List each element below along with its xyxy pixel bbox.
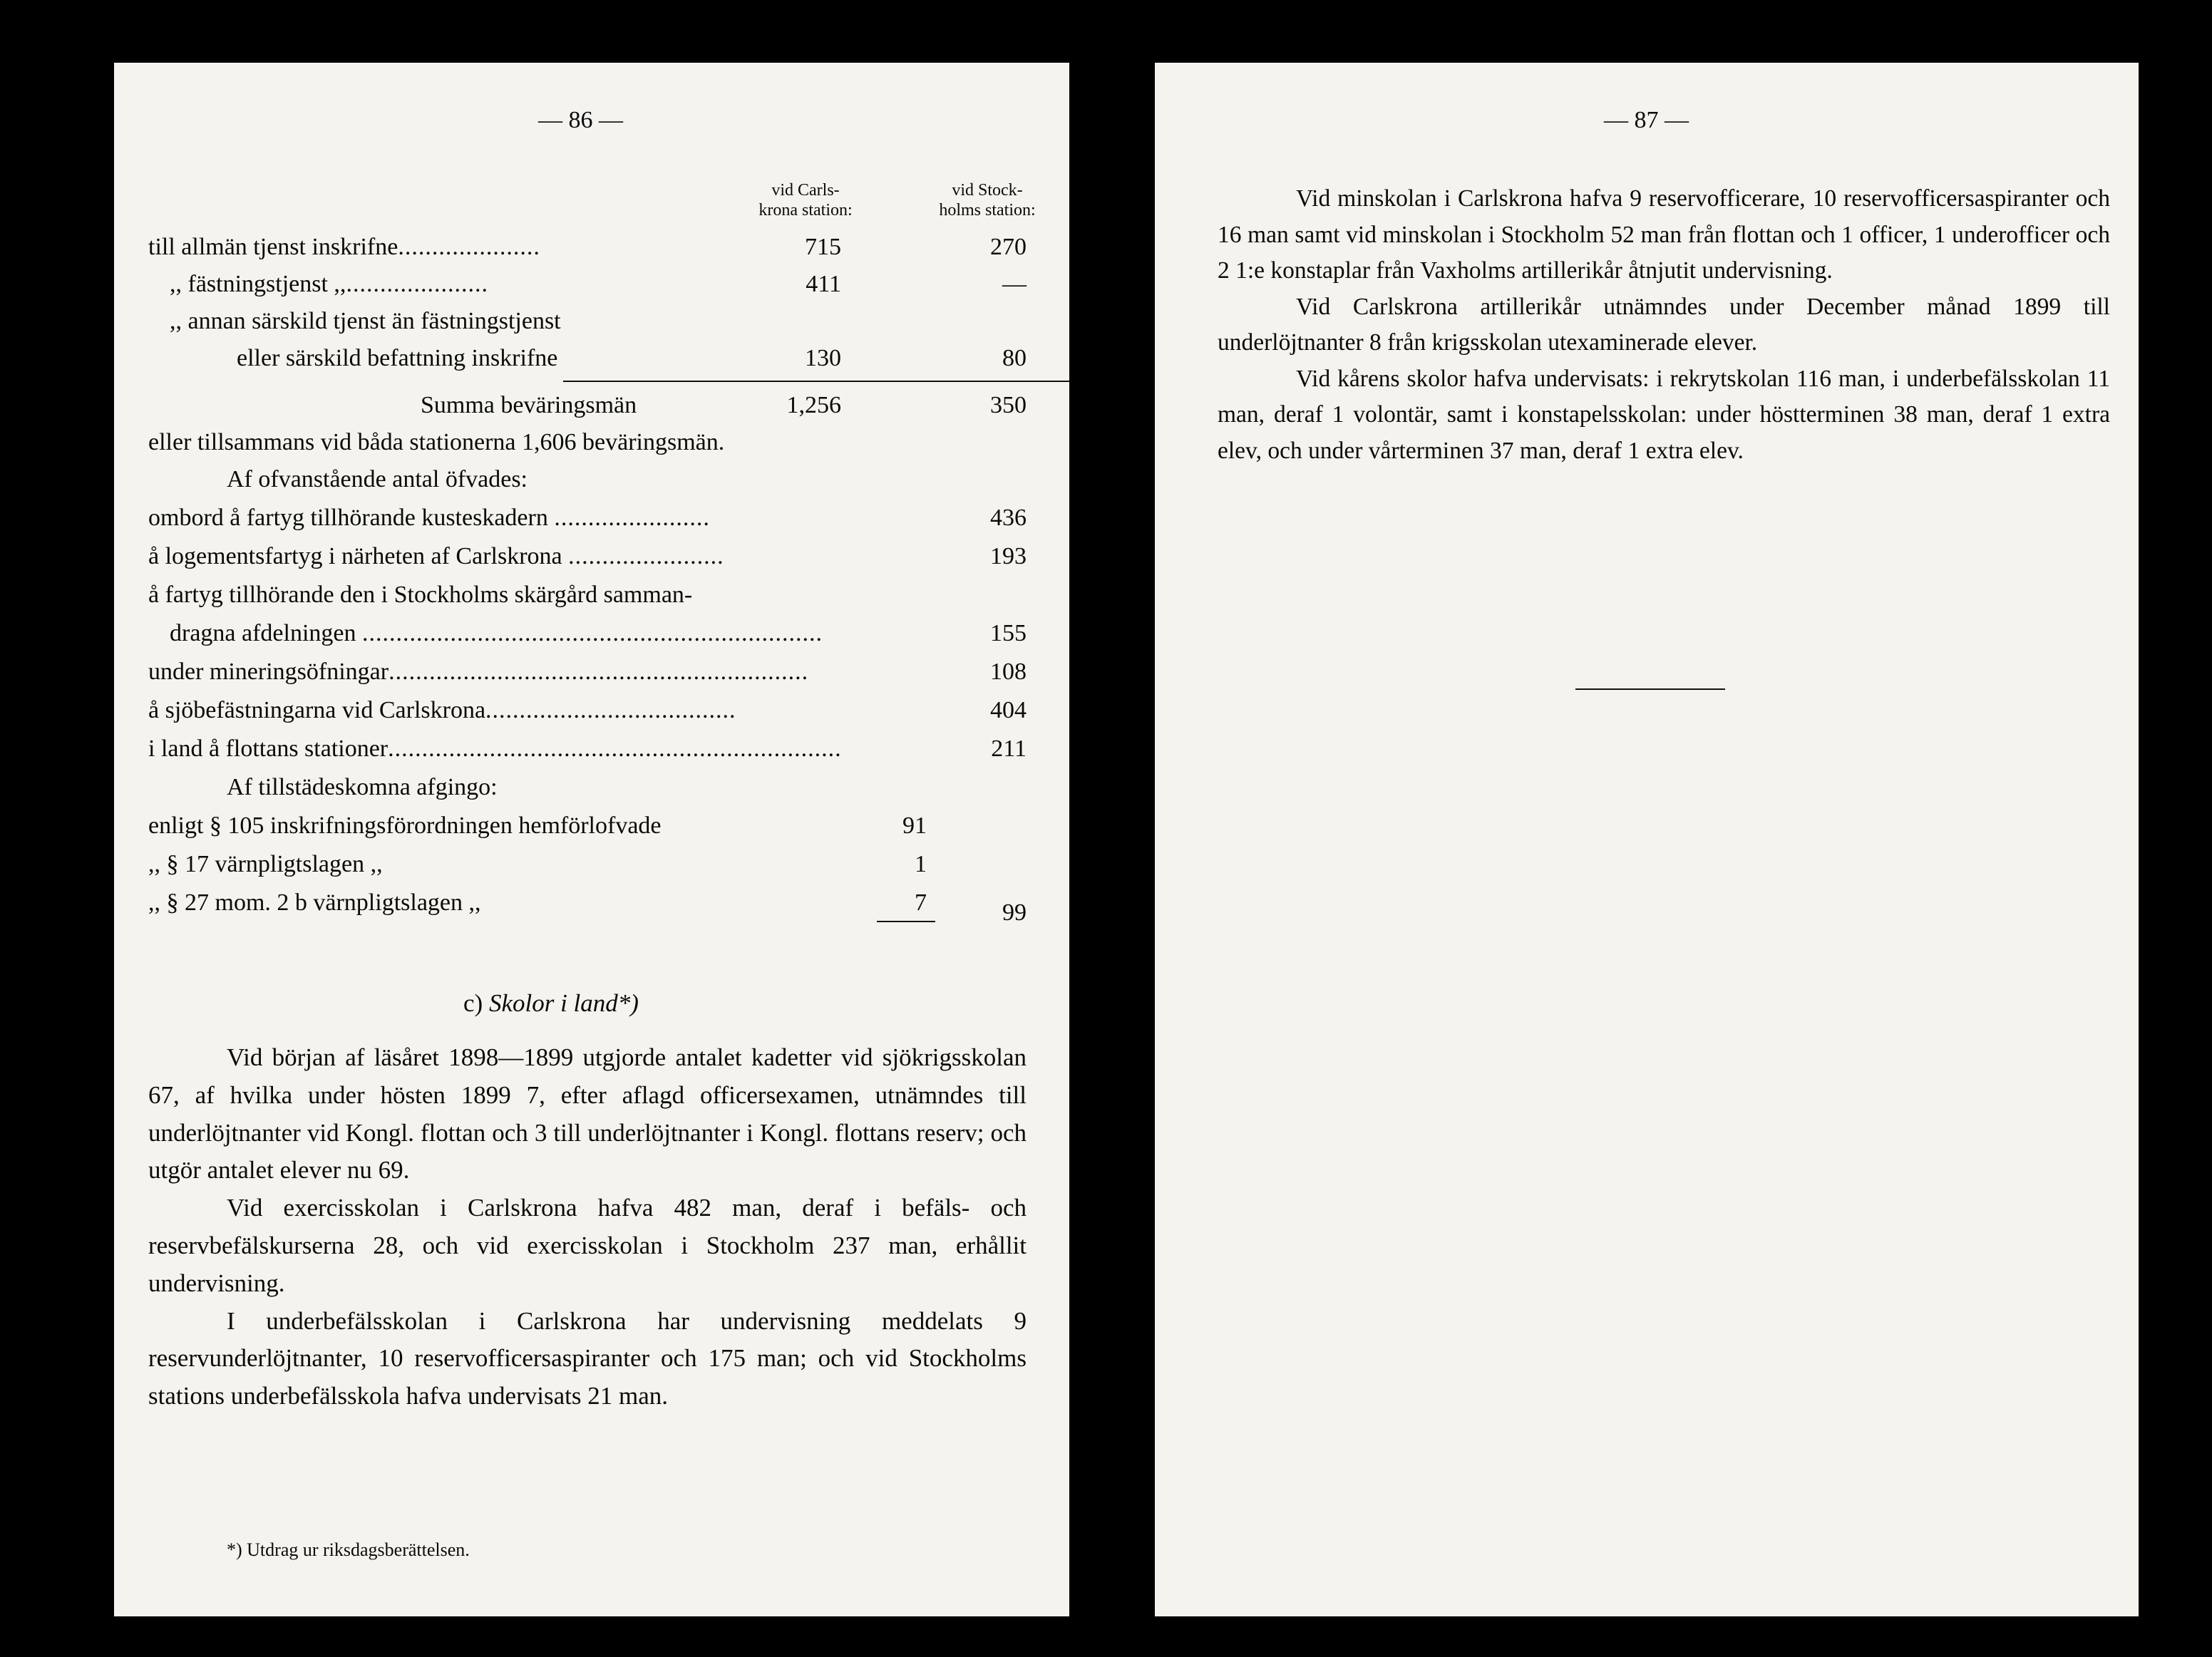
list-item-value: 108 (990, 659, 1027, 685)
list-item-value: 211 (991, 735, 1027, 762)
table-row: ,, fästningstjenst ,,..................... (170, 271, 488, 297)
table-cell: 130 (805, 345, 841, 371)
table-cell: 270 (990, 234, 1027, 260)
column-header-carlskrona: vid Carls- krona station: (758, 181, 853, 220)
table-cell: 80 (1002, 345, 1027, 371)
list-item: dragna afdelningen .................................................................... (170, 620, 823, 646)
table-row: eller särskild befattning inskrifne (237, 345, 558, 371)
section-body (148, 1039, 1027, 1415)
list-item: å sjöbefästningarna vid Carlskrona..................................... (148, 697, 736, 723)
list-item: å logementsfartyg i närheten af Carlskrona ....................... (148, 543, 724, 569)
right-page (1155, 63, 2139, 1616)
total-line: eller tillsammans vid båda stationerna 1,606 beväringsmän. (148, 429, 725, 455)
paragraph: Vid exercisskolan i Carlskrona hafva 482 man, deraf i befäls- och reservbefälskurserna 28, och vid exercisskolan i Stockholm 237 man, erhållit undervisning. (148, 1194, 1027, 1297)
list-item-value: 436 (990, 505, 1027, 531)
list-item: under mineringsöfningar.............................................................. (148, 659, 809, 685)
list-item: ,, § 17 värnpligtslagen ,, (148, 851, 383, 877)
paragraph: Vid Carlskrona artillerikår utnämndes under December månad 1899 till underlöjtnanter 8 från krigsskolan utexaminerade elever. (1218, 293, 2110, 356)
list-item: å fartyg tillhörande den i Stockholms skärgård samman- (148, 582, 693, 608)
list-item-value: 155 (990, 620, 1027, 646)
table-cell: 411 (806, 271, 841, 297)
end-rule (1575, 688, 1725, 690)
list-item: ,, § 27 mom. 2 b värnpligtslagen ,, (148, 889, 481, 916)
table-row: ,, annan särskild tjenst än fästningstjenst (170, 308, 561, 334)
table-cell: — (1002, 271, 1027, 297)
left-page (114, 63, 1069, 1616)
paragraph: I underbefälsskolan i Carlskrona har undervisning meddelats 9 reservunderlöjtnanter, 10 reservofficersaspiranter och 175 man; och vid Stockholms stations underbefälsskola hafva undervisats 21 man. (148, 1306, 1027, 1410)
list-item-value: 193 (990, 543, 1027, 569)
departed-sum-divider (877, 921, 935, 922)
summa-carlskrona: 1,256 (786, 392, 841, 418)
paragraph: Vid minskolan i Carlskrona hafva 9 reservofficerare, 10 reservofficersaspiranter och 16 man samt vid minskolan i Stockholm 52 man från flottan och 1 officer, 1 underofficer och 2 1:e konstaplar från Vaxholms artillerikår åtnjutit undervisning. (1218, 185, 2110, 284)
column-header-stockholm: vid Stock- holms station: (939, 181, 1036, 220)
list-item: i land å flottans stationer................................................................... (148, 735, 842, 762)
departed-total: 99 (1002, 899, 1027, 926)
list-item-value: 1 (915, 851, 927, 877)
table-cell: 715 (805, 234, 841, 260)
page-number: — 86 — (538, 107, 623, 133)
list-item-value: 7 (915, 889, 927, 916)
exercised-heading: Af ofvanstående antal öfvades: (227, 466, 528, 492)
departed-heading: Af tillstädeskomna afgingo: (227, 774, 498, 800)
list-item: enligt § 105 inskrifningsförordningen hemförlofvade (148, 812, 662, 839)
paragraph: Vid början af läsåret 1898—1899 utgjorde antalet kadetter vid sjökrigsskolan 67, af hvilka under hösten 1899 7, efter aflagd officersexamen, utnämndes till underlöjtnanter vid Kongl. flottan och 3 till underlöjtnanter i Kongl. flottans reserv; och utgör antalet elever nu 69. (148, 1043, 1027, 1184)
summa-stockholm: 350 (990, 392, 1027, 418)
section-title: c) Skolor i land*) (463, 989, 639, 1017)
list-item-value: 404 (990, 697, 1027, 723)
page-number: — 87 — (1604, 107, 1689, 133)
list-item: ombord å fartyg tillhörande kusteskadern ....................... (148, 505, 710, 531)
page-body (1218, 181, 2110, 469)
table-row: till allmän tjenst inskrifne..................... (148, 234, 540, 260)
paragraph: Vid kårens skolor hafva undervisats: i rekrytskolan 116 man, i underbefälsskolan 11 man, deraf 1 volontär, samt i konstapelsskolan: under höstterminen 38 man, deraf 1 extra elev, och under vårterminen 37 man, deraf 1 extra elev. (1218, 365, 2110, 464)
sum-divider (563, 381, 1069, 382)
list-item-value: 91 (902, 812, 927, 839)
footnote: *) Utdrag ur riksdagsberättelsen. (227, 1539, 470, 1560)
summa-label: Summa beväringsmän (421, 392, 637, 418)
